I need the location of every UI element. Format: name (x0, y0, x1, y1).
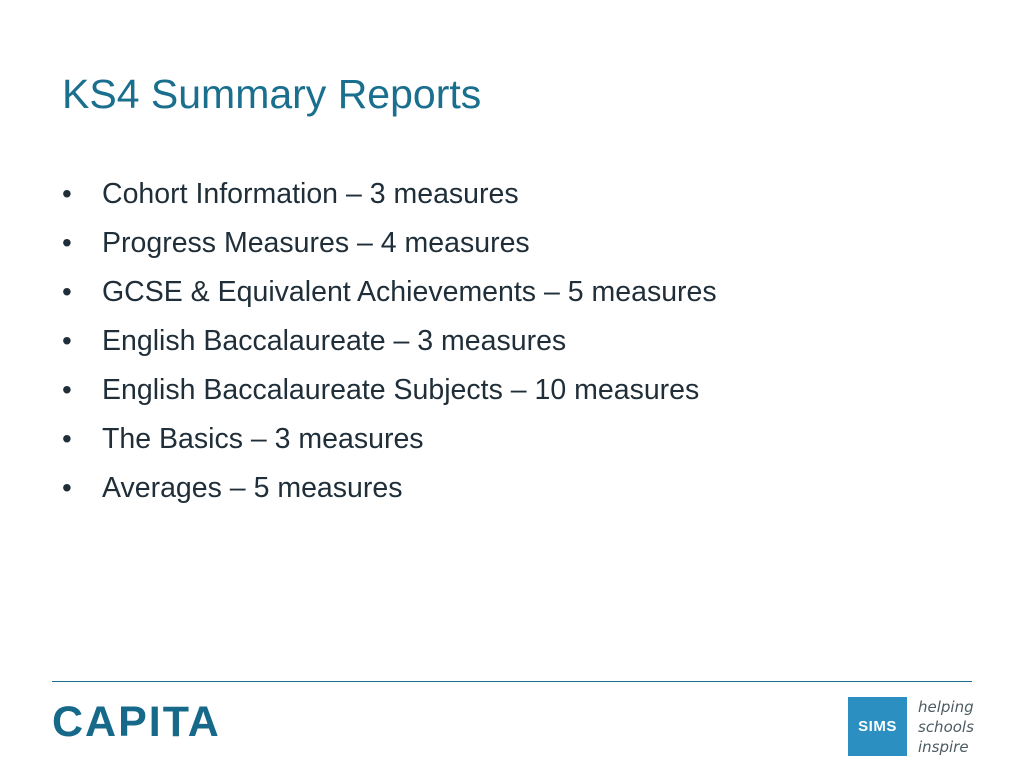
bullet-text: Progress Measures – 4 measures (102, 227, 530, 259)
capita-logo: CAPITA (52, 698, 221, 746)
tagline-line: helping (918, 698, 974, 716)
bullet-icon: • (62, 276, 72, 307)
footer-divider (52, 681, 972, 682)
bullet-text: Cohort Information – 3 measures (102, 178, 519, 210)
bullet-icon: • (62, 227, 72, 258)
bullet-text: GCSE & Equivalent Achievements – 5 measures (102, 276, 717, 308)
bullet-text: English Baccalaureate – 3 measures (102, 325, 567, 357)
bullet-icon: • (62, 325, 72, 356)
bullet-item (62, 325, 717, 374)
bullet-item (62, 472, 717, 521)
bullet-item (62, 423, 717, 472)
sims-logo-badge: SIMS (848, 697, 907, 756)
bullet-text: Averages – 5 measures (102, 472, 403, 504)
bullet-list (62, 178, 717, 521)
bullet-icon: • (62, 374, 72, 405)
bullet-item (62, 178, 717, 227)
bullet-item (62, 276, 717, 325)
sims-tagline (918, 697, 974, 757)
bullet-item (62, 227, 717, 276)
bullet-icon: • (62, 472, 72, 503)
bullet-icon: • (62, 423, 72, 454)
tagline-line: schools (918, 718, 974, 736)
tagline-line: inspire (918, 738, 969, 756)
bullet-icon: • (62, 178, 72, 209)
bullet-item (62, 374, 717, 423)
slide-title: KS4 Summary Reports (62, 71, 482, 117)
bullet-text: The Basics – 3 measures (102, 423, 424, 455)
bullet-text: English Baccalaureate Subjects – 10 measures (102, 374, 700, 406)
